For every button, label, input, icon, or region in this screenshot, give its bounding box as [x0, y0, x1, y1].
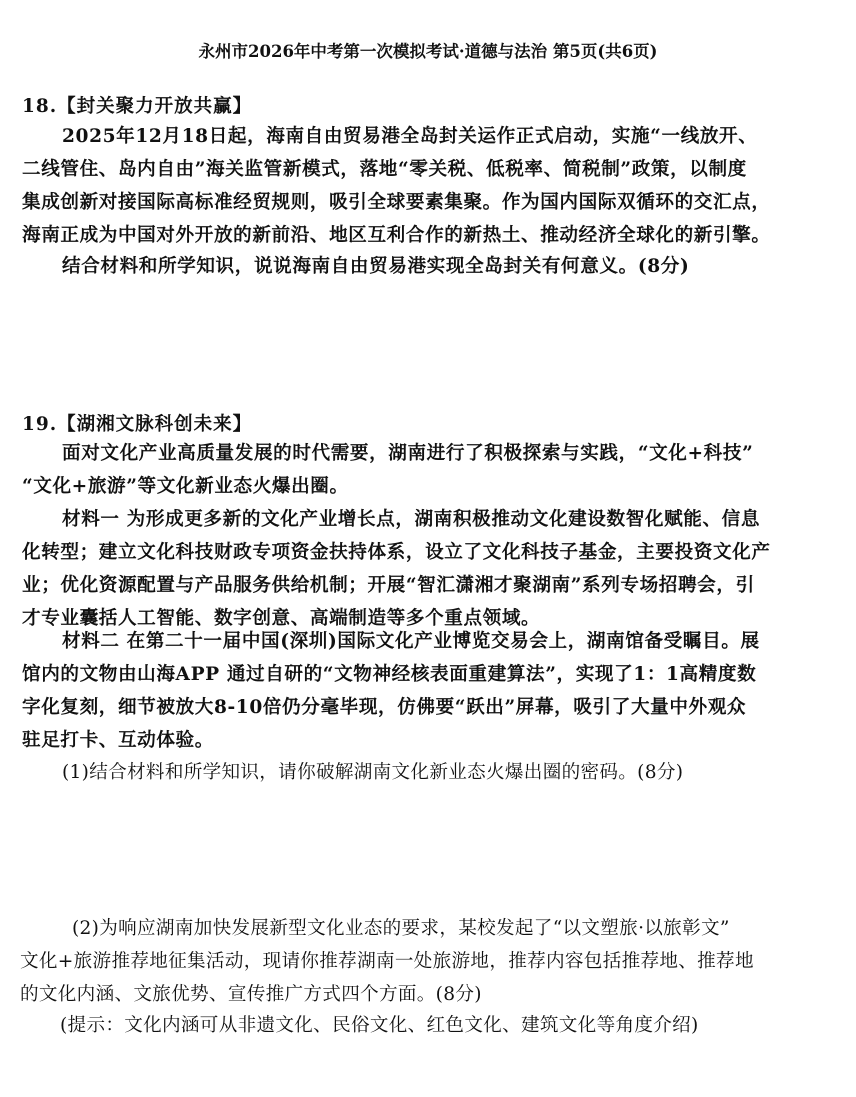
question-19-part-1	[22, 756, 812, 789]
text-line: (1)结合材料和所学知识，请你破解湖南文化新业态火爆出圈的密码。(8分)	[62, 762, 684, 783]
question-19-title: 19.【湖湘文脉科创未来】	[22, 414, 253, 435]
text-line: 二线管住、岛内自由”海关监管新模式，落地“零关税、低税率、简税制”政策，以制度	[22, 159, 747, 180]
text-line: 海南正成为中国对外开放的新前沿、地区互利合作的新热土、推动经济全球化的新引擎。	[22, 225, 771, 246]
text-line: 化转型；建立文化科技财政专项资金扶持体系，设立了文化科技子基金，主要投资文化产	[22, 542, 771, 563]
text-line: 结合材料和所学知识，说说海南自由贸易港实现全岛封关有何意义。(8分)	[62, 256, 690, 277]
text-line: (提示：文化内涵可从非遗文化、民俗文化、红色文化、建筑文化等角度介绍)	[60, 1015, 699, 1036]
text-line: 才专业囊括人工智能、数字创意、高端制造等多个重点领域。	[22, 608, 541, 629]
text-line: 材料一 为形成更多新的文化产业增长点，湖南积极推动文化建设数智化赋能、信息	[62, 509, 761, 530]
question-18-material	[22, 120, 812, 252]
text-line: 字化复刻，细节被放大8-10倍仍分毫毕现，仿佛要“跃出”屏幕，吸引了大量中外观众	[22, 697, 747, 718]
text-line: 馆内的文物由山海APP 通过自研的“文物神经核表面重建算法”，实现了1：1高精度数	[22, 664, 757, 685]
text-line: 驻足打卡、互动体验。	[22, 730, 214, 751]
page-header: 永州市2026年中考第一次模拟考试·道德与法治 第5页(共6页)	[198, 42, 658, 61]
question-19-part-2	[20, 912, 820, 1011]
question-18-title: 18.【封关聚力开放共赢】	[22, 96, 253, 117]
text-line: 集成创新对接国际高标准经贸规则，吸引全球要素集聚。作为国内国际双循环的交汇点，	[22, 192, 771, 213]
question-18-prompt	[22, 250, 812, 283]
text-line: 业；优化资源配置与产品服务供给机制；开展“智汇潇湘才聚湖南”系列专场招聘会，引	[22, 575, 755, 596]
question-19-material-1	[22, 503, 812, 635]
text-line: 文化+旅游推荐地征集活动，现请你推荐湖南一处旅游地，推荐内容包括推荐地、推荐地	[20, 951, 754, 972]
question-19-intro	[22, 437, 812, 503]
question-19-hint	[20, 1009, 820, 1042]
text-line: “文化+旅游”等文化新业态火爆出圈。	[22, 476, 349, 497]
text-line: (2)为响应湖南加快发展新型文化业态的要求，某校发起了“以文塑旅·以旅彰文”	[72, 918, 730, 939]
text-line: 面对文化产业高质量发展的时代需要，湖南进行了积极探索与实践，“文化+科技”	[62, 443, 754, 464]
text-line: 的文化内涵、文旅优势、宣传推广方式四个方面。(8分)	[20, 984, 482, 1005]
text-line: 2025年12月18日起，海南自由贸易港全岛封关运作正式启动，实施“一线放开、	[62, 126, 758, 147]
text-line: 材料二 在第二十一届中国(深圳)国际文化产业博览交易会上，湖南馆备受瞩目。展	[62, 631, 760, 652]
question-19-material-2	[22, 625, 812, 757]
